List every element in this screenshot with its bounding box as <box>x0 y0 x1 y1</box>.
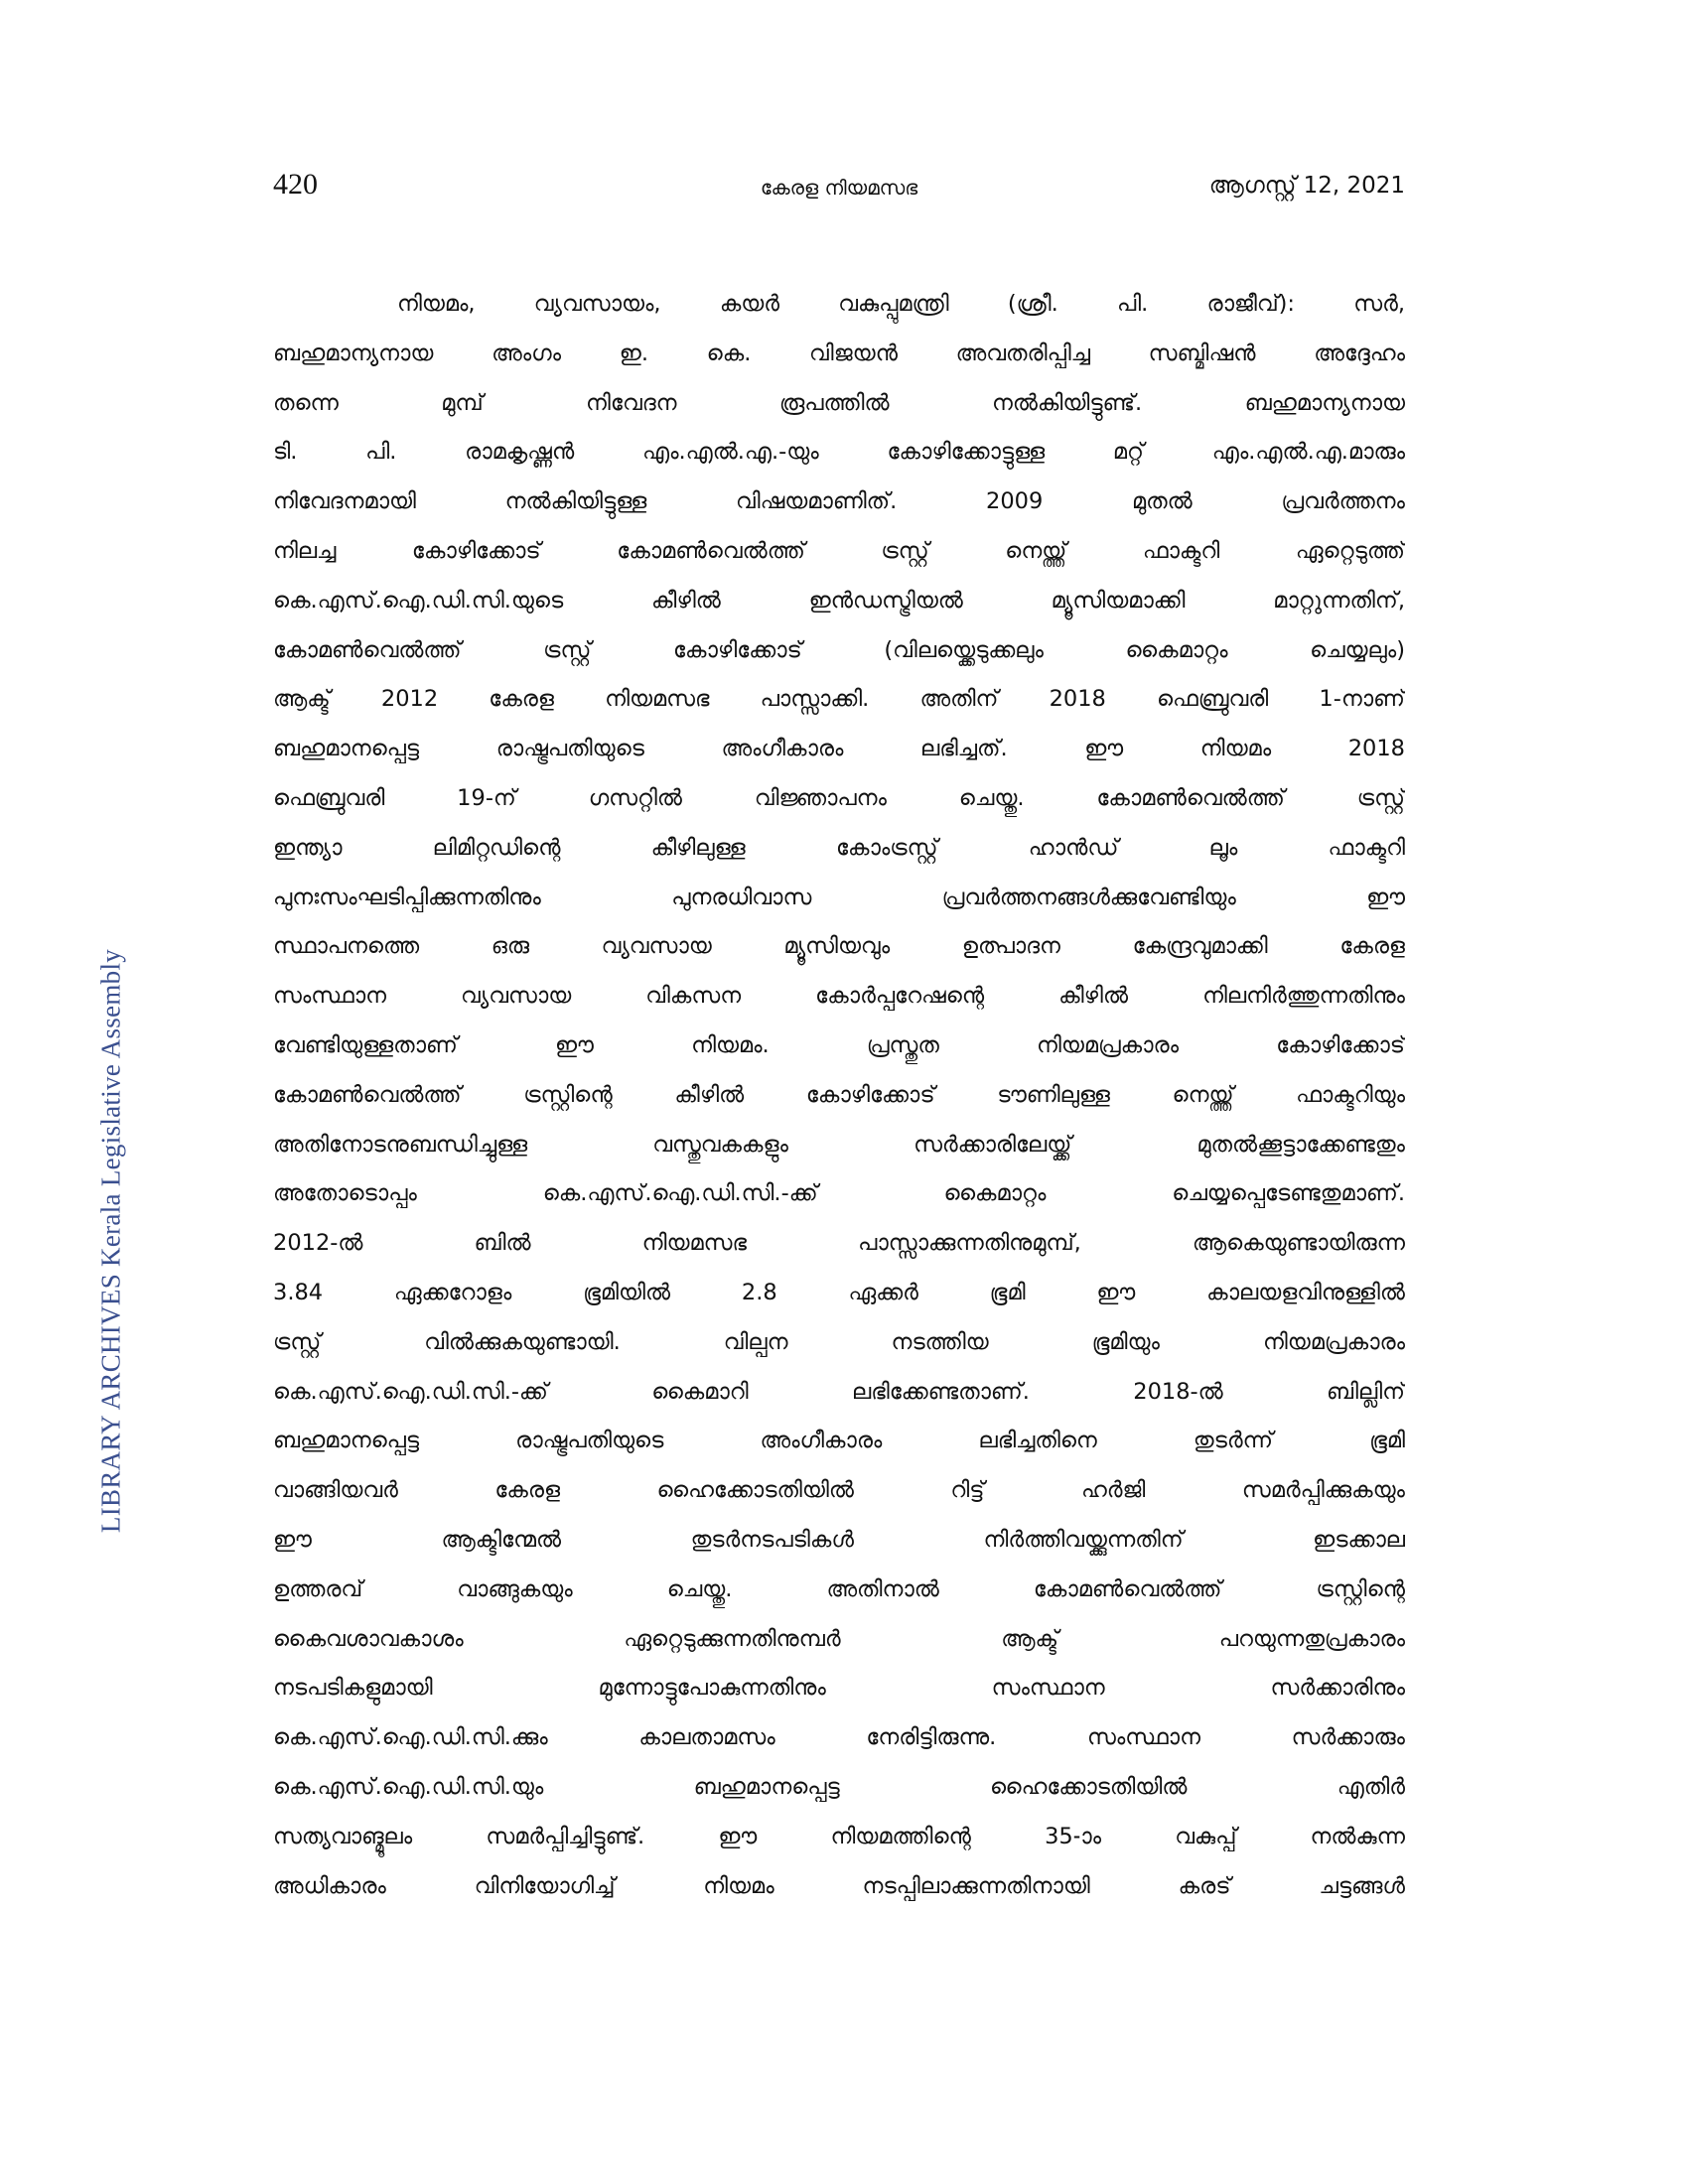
text-line: കെ.എസ്.ഐ.ഡി.സി.-ക്ക് കൈമാറി ലഭിക്കേണ്ടതാണ്. 2018-ൽ ബില്ലിന് <box>273 1378 1405 1405</box>
running-title: കേരള നിയമസഭ <box>760 176 918 200</box>
archive-watermark: LIBRARY ARCHIVES Kerala Legislative Assembly <box>95 948 126 1534</box>
text-line: 2012-ൽ ബിൽ നിയമസഭ പാസ്സാക്കുന്നതിനുമുമ്പ്, ആകെയുണ്ടായിരുന്ന <box>273 1230 1405 1257</box>
header-date: ആഗസ്റ്റ് 12, 2021 <box>1208 173 1405 199</box>
text-line: നിലച്ച കോഴിക്കോട് കോമൺവെൽത്ത് ട്രസ്റ്റ് നെയ്ത്ത് ഫാക്ടറി ഏറ്റെടുത്ത് <box>273 537 1405 564</box>
text-line: ട്രസ്റ്റ് വിൽക്കുകയുണ്ടായി. വില്പന നടത്തിയ ഭൂമിയും നിയമപ്രകാരം <box>273 1328 1405 1355</box>
text-line: സത്യവാങ്മൂലം സമർപ്പിച്ചിട്ടുണ്ട്. ഈ നിയമത്തിന്റെ 35-ാം വകുപ്പ് നൽകുന്ന <box>273 1823 1405 1849</box>
body-text <box>273 280 1405 1911</box>
page-header <box>273 167 1405 210</box>
text-line: അതോടൊപ്പം കെ.എസ്.ഐ.ഡി.സി.-ക്ക് കൈമാറ്റം ചെയ്യപ്പെടേണ്ടതുമാണ്. <box>273 1180 1405 1207</box>
text-line: വാങ്ങിയവർ കേരള ഹൈക്കോടതിയിൽ റിട്ട് ഹർജി സമർപ്പിക്കുകയും <box>273 1477 1405 1504</box>
text-line: നടപടികളുമായി മുന്നോട്ടുപോകുന്നതിനും സംസ്ഥാന സർക്കാരിനും <box>273 1675 1405 1702</box>
text-line: കൈവശാവകാശം ഏറ്റെടുക്കുന്നതിനുമ്പർ ആക്ട് പറയുന്നതുപ്രകാരം <box>273 1625 1405 1652</box>
text-line: സംസ്ഥാന വ്യവസായ വികസന കോർപ്പറേഷന്റെ കീഴിൽ നിലനിർത്തുന്നതിനും <box>273 983 1405 1010</box>
text-line: ബഹുമാനപ്പെട്ട രാഷ്ട്രപതിയുടെ അംഗീകാരം ലഭിച്ചത്. ഈ നിയമം 2018 <box>273 736 1405 762</box>
text-line: കെ.എസ്.ഐ.ഡി.സി.ക്കും കാലതാമസം നേരിട്ടിരുന്നു. സംസ്ഥാന സർക്കാരും <box>273 1724 1405 1751</box>
text-line: അതിനോടനുബന്ധിച്ചുള്ള വസ്തുവകകളും സർക്കാരിലേയ്ക്ക് മുതൽക്കൂട്ടാക്കേണ്ടതും <box>273 1131 1405 1158</box>
text-line: കോമൺവെൽത്ത് ട്രസ്റ്റ് കോഴിക്കോട് (വിലയ്ക്കെടുക്കലും കൈമാറ്റം ചെയ്യലും) <box>273 636 1405 663</box>
text-line: കോമൺവെൽത്ത് ട്രസ്റ്റിന്റെ കീഴിൽ കോഴിക്കോട് ടൗണിലുള്ള നെയ്ത്ത് ഫാക്ടറിയും <box>273 1081 1405 1108</box>
page-number: 420 <box>273 168 318 201</box>
text-line: ഈ ആക്ടിന്മേൽ തുടർനടപടികൾ നിർത്തിവയ്ക്കുന്നതിന് ഇടക്കാല <box>273 1526 1405 1553</box>
text-line: അധികാരം വിനിയോഗിച്ച് നിയമം നടപ്പിലാക്കുന്നതിനായി കരട് ചട്ടങ്ങൾ <box>273 1872 1405 1899</box>
text-line: 3.84 ഏക്കറോളം ഭൂമിയിൽ 2.8 ഏക്കർ ഭൂമി ഈ കാലയളവിനുള്ളിൽ <box>273 1279 1405 1305</box>
text-line: നിവേദനമായി നൽകിയിട്ടുള്ള വിഷയമാണിത്. 2009 മുതൽ പ്രവർത്തനം <box>273 488 1405 515</box>
text-line: ടി. പി. രാമകൃഷ്ണൻ എം.എൽ.എ.-യും കോഴിക്കോട്ടുള്ള മറ്റ് എം.എൽ.എ.മാരും <box>273 439 1405 466</box>
text-line: കെ.എസ്.ഐ.ഡി.സി.യുടെ കീഴിൽ ഇൻഡസ്ട്രിയൽ മ്യൂസിയമാക്കി മാറ്റുന്നതിന്, <box>273 587 1405 614</box>
text-line: കെ.എസ്.ഐ.ഡി.സി.യും ബഹുമാനപ്പെട്ട ഹൈക്കോടതിയിൽ എതിർ <box>273 1773 1405 1800</box>
text-line: വേണ്ടിയുള്ളതാണ് ഈ നിയമം. പ്രസ്തുത നിയമപ്രകാരം കോഴിക്കോട് <box>273 1031 1405 1058</box>
text-line: തന്നെ മുമ്പ് നിവേദന രൂപത്തിൽ നൽകിയിട്ടുണ്ട്. ബഹുമാന്യനായ <box>273 389 1405 416</box>
text-line: ബഹുമാനപ്പെട്ട രാഷ്ട്രപതിയുടെ അംഗീകാരം ലഭിച്ചതിനെ തുടർന്ന് ഭൂമി <box>273 1428 1405 1454</box>
text-line: ഇന്ത്യാ ലിമിറ്റഡിന്റെ കീഴിലുള്ള കോംട്രസ്റ്റ് ഹാൻഡ് ലൂം ഫാക്ടറി <box>273 834 1405 861</box>
text-line: സ്ഥാപനത്തെ ഒരു വ്യവസായ മ്യൂസിയവും ഉത്പാദന കേന്ദ്രവുമാക്കി കേരള <box>273 933 1405 960</box>
text-line: പുനഃസംഘടിപ്പിക്കുന്നതിനും പുനരധിവാസ പ്രവർത്തനങ്ങൾക്കുവേണ്ടിയും ഈ <box>273 884 1405 910</box>
text-line: ഉത്തരവ് വാങ്ങുകയും ചെയ്തു. അതിനാൽ കോമൺവെൽത്ത് ട്രസ്റ്റിന്റെ <box>273 1575 1405 1602</box>
text-line: ബഹുമാന്യനായ അംഗം ഇ. കെ. വിജയൻ അവതരിപ്പിച്ച സബ്മിഷൻ അദ്ദേഹം <box>273 340 1405 366</box>
text-line: ഫെബ്രുവരി 19-ന് ഗസറ്റിൽ വിജ്ഞാപനം ചെയ്തു. കോമൺവെൽത്ത് ട്രസ്റ്റ് <box>273 784 1405 811</box>
text-line: ആക്ട് 2012 കേരള നിയമസഭ പാസ്സാക്കി. അതിന് 2018 ഫെബ്രുവരി 1-നാണ് <box>273 686 1405 713</box>
text-line: നിയമം, വ്യവസായം, കയർ വകുപ്പുമന്ത്രി (ശ്രീ. പി. രാജീവ്): സർ, <box>397 291 1405 317</box>
